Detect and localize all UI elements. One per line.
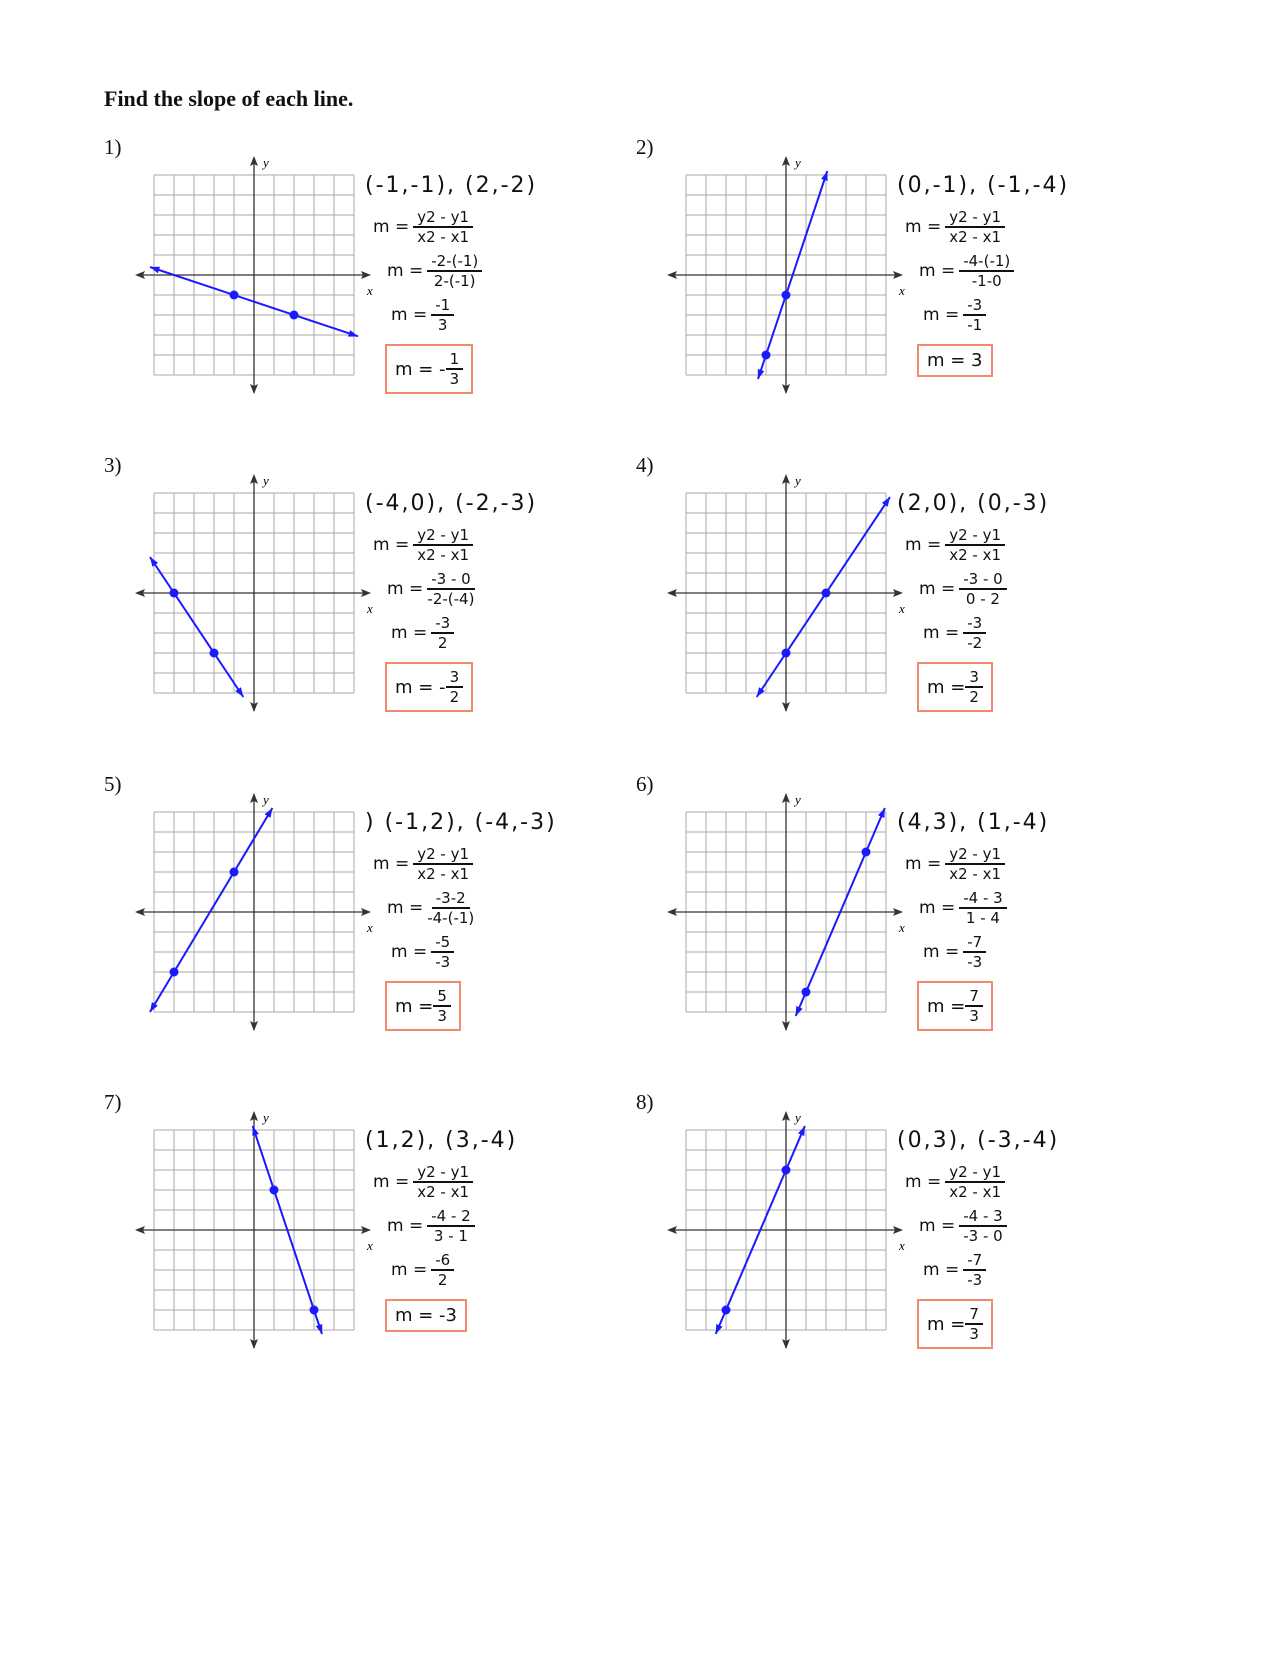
denominator: 3 bbox=[449, 370, 460, 388]
given-points: (4,3), (1,-4) bbox=[897, 810, 1050, 835]
plotted-point bbox=[762, 351, 771, 360]
coordinate-graph bbox=[665, 1110, 905, 1350]
numerator: y2 - y1 bbox=[945, 526, 1005, 546]
simplified bbox=[923, 296, 1069, 334]
numerator: -3 bbox=[963, 614, 986, 634]
simplified bbox=[923, 933, 1049, 971]
y-axis-label: y bbox=[263, 473, 269, 488]
handwritten-work bbox=[897, 491, 1049, 712]
handwritten-work bbox=[365, 810, 557, 1031]
m-label: m = bbox=[905, 217, 942, 237]
slope-formula bbox=[373, 1163, 517, 1201]
fraction bbox=[433, 987, 451, 1025]
denominator: x2 - x1 bbox=[949, 865, 1002, 883]
fraction bbox=[431, 614, 454, 652]
denominator: x2 - x1 bbox=[949, 1183, 1002, 1201]
denominator: 3 bbox=[969, 1007, 979, 1025]
plotted-point bbox=[270, 1186, 279, 1195]
line-arrow-icon bbox=[252, 1126, 259, 1136]
line-arrow-icon bbox=[150, 267, 160, 274]
m-label: m = bbox=[395, 995, 434, 1017]
denominator: 3 bbox=[437, 1007, 447, 1025]
fraction bbox=[959, 889, 1006, 927]
m-label: m = bbox=[923, 623, 960, 643]
denominator: -2-(-4) bbox=[427, 590, 475, 608]
simplified bbox=[923, 1251, 1059, 1289]
answer-box bbox=[385, 662, 473, 712]
denominator: 2 bbox=[449, 688, 460, 706]
answer-box bbox=[917, 662, 993, 712]
numerator: -3 bbox=[431, 614, 454, 634]
handwritten-work bbox=[897, 810, 1049, 1031]
x-axis-label: x bbox=[899, 283, 905, 298]
plotted-point bbox=[782, 291, 791, 300]
given-points: (-4,0), (-2,-3) bbox=[365, 491, 538, 516]
problem-4 bbox=[532, 453, 1064, 771]
fraction bbox=[427, 1207, 474, 1245]
m-label: m = bbox=[373, 854, 410, 874]
numerator: -5 bbox=[431, 933, 454, 953]
problem-number: 7) bbox=[104, 1090, 122, 1114]
fraction bbox=[963, 614, 986, 652]
fraction bbox=[945, 845, 1005, 883]
numerator: -6 bbox=[431, 1251, 454, 1271]
denominator: 3 bbox=[969, 1325, 979, 1343]
numerator: -3-2 bbox=[432, 889, 470, 909]
plotted-point bbox=[310, 1306, 319, 1315]
line-arrow-icon bbox=[716, 1324, 723, 1334]
plotted-point bbox=[170, 968, 179, 977]
problem-2 bbox=[532, 135, 1070, 453]
denominator: 3 - 1 bbox=[433, 1227, 468, 1245]
plotted-point bbox=[862, 848, 871, 857]
slope-formula bbox=[905, 1163, 1059, 1201]
fraction bbox=[959, 1207, 1006, 1245]
numerator: -3 - 0 bbox=[427, 570, 474, 590]
m-label: m = bbox=[373, 1172, 410, 1192]
problem-number: 8) bbox=[636, 1090, 654, 1114]
substitution bbox=[387, 570, 537, 608]
denominator: x2 - x1 bbox=[949, 546, 1002, 564]
m-label: m = bbox=[391, 305, 428, 325]
coordinate-graph bbox=[665, 473, 905, 713]
fraction bbox=[945, 1163, 1005, 1201]
given-points: (-1,-1), (2,-2) bbox=[365, 173, 538, 198]
plotted-point bbox=[230, 291, 239, 300]
line-arrow-icon bbox=[757, 687, 765, 697]
fraction bbox=[965, 668, 983, 706]
m-label: m = bbox=[391, 1260, 428, 1280]
fraction bbox=[959, 252, 1014, 290]
line-arrow-icon bbox=[878, 808, 885, 818]
fraction bbox=[427, 570, 474, 608]
handwritten-work bbox=[897, 173, 1069, 377]
plotted-point bbox=[782, 649, 791, 658]
denominator: x2 - x1 bbox=[417, 865, 470, 883]
numerator: 7 bbox=[965, 987, 983, 1007]
fraction bbox=[431, 1251, 454, 1289]
y-axis-label: y bbox=[795, 473, 801, 488]
denominator: -1 bbox=[967, 316, 983, 334]
line-arrow-icon bbox=[796, 1006, 803, 1016]
m-label: m = bbox=[923, 305, 960, 325]
plotted-point bbox=[170, 589, 179, 598]
coordinate-graph bbox=[133, 792, 373, 1032]
denominator: x2 - x1 bbox=[417, 546, 470, 564]
simplified bbox=[391, 296, 537, 334]
y-axis-label: y bbox=[263, 155, 269, 170]
denominator: x2 - x1 bbox=[417, 1183, 470, 1201]
numerator: y2 - y1 bbox=[413, 208, 473, 228]
problem-number: 3) bbox=[104, 453, 122, 477]
numerator: -4 - 2 bbox=[427, 1207, 474, 1227]
plotted-point bbox=[210, 649, 219, 658]
m-label: m = 3 bbox=[927, 350, 983, 371]
m-label: m = bbox=[387, 898, 424, 918]
numerator: -2-(-1) bbox=[427, 252, 482, 272]
fraction bbox=[427, 252, 482, 290]
m-label: m = bbox=[387, 261, 424, 281]
fraction bbox=[413, 1163, 473, 1201]
fraction bbox=[413, 526, 473, 564]
answer-box bbox=[385, 1299, 467, 1332]
problem-7 bbox=[0, 1090, 532, 1408]
handwritten-work bbox=[365, 173, 537, 394]
problem-1 bbox=[0, 135, 538, 453]
numerator: 3 bbox=[446, 668, 464, 688]
numerator: y2 - y1 bbox=[413, 1163, 473, 1183]
x-axis-label: x bbox=[367, 601, 373, 616]
denominator: -3 - 0 bbox=[963, 1227, 1003, 1245]
fraction bbox=[965, 1305, 983, 1343]
numerator: -4 - 3 bbox=[959, 1207, 1006, 1227]
problem-number: 2) bbox=[636, 135, 654, 159]
m-label: m = bbox=[919, 898, 956, 918]
m-label: m = bbox=[905, 854, 942, 874]
plotted-point bbox=[782, 1166, 791, 1175]
plotted-point bbox=[802, 988, 811, 997]
numerator: y2 - y1 bbox=[413, 526, 473, 546]
numerator: -1 bbox=[431, 296, 454, 316]
given-points: (1,2), (3,-4) bbox=[365, 1128, 518, 1153]
fraction bbox=[963, 296, 986, 334]
numerator: 7 bbox=[965, 1305, 983, 1325]
plotted-point bbox=[230, 868, 239, 877]
numerator: -3 bbox=[963, 296, 986, 316]
problem-number: 6) bbox=[636, 772, 654, 796]
m-label: m = bbox=[927, 995, 966, 1017]
fraction bbox=[413, 208, 473, 246]
coordinate-graph bbox=[665, 155, 905, 395]
line-arrow-icon bbox=[265, 808, 273, 818]
worksheet-title: Find the slope of each line. bbox=[104, 86, 354, 111]
m-label: m = bbox=[387, 1216, 424, 1236]
substitution bbox=[387, 1207, 517, 1245]
problem-8 bbox=[532, 1090, 1064, 1408]
denominator: 2 bbox=[437, 1271, 448, 1289]
slope-formula bbox=[373, 845, 557, 883]
numerator: 1 bbox=[446, 350, 464, 370]
problem-number: 5) bbox=[104, 772, 122, 796]
numerator: -3 - 0 bbox=[959, 570, 1006, 590]
line-arrow-icon bbox=[235, 687, 243, 697]
x-axis-label: x bbox=[367, 920, 373, 935]
y-axis-label: y bbox=[263, 792, 269, 807]
numerator: y2 - y1 bbox=[945, 1163, 1005, 1183]
plotted-line bbox=[150, 557, 243, 697]
answer-box bbox=[385, 344, 473, 394]
answer-box bbox=[917, 1299, 993, 1349]
x-axis-label: x bbox=[899, 1238, 905, 1253]
problem-5 bbox=[0, 772, 557, 1090]
line-arrow-icon bbox=[316, 1324, 323, 1334]
m-label: m = bbox=[919, 579, 956, 599]
m-label: m = bbox=[927, 1313, 966, 1335]
plotted-point bbox=[822, 589, 831, 598]
m-label: m = bbox=[391, 942, 428, 962]
given-points: (0,3), (-3,-4) bbox=[897, 1128, 1060, 1153]
slope-formula bbox=[905, 526, 1049, 564]
slope-formula bbox=[373, 208, 537, 246]
answer-box bbox=[917, 344, 993, 377]
slope-formula bbox=[373, 526, 537, 564]
problem-6 bbox=[532, 772, 1064, 1090]
given-points: (2,0), (0,-3) bbox=[897, 491, 1050, 516]
problem-number: 4) bbox=[636, 453, 654, 477]
plotted-point bbox=[722, 1306, 731, 1315]
fraction bbox=[963, 933, 986, 971]
line-arrow-icon bbox=[348, 330, 358, 337]
line-arrow-icon bbox=[758, 369, 765, 379]
numerator: y2 - y1 bbox=[945, 208, 1005, 228]
fraction bbox=[965, 987, 983, 1025]
line-arrow-icon bbox=[798, 1126, 805, 1136]
numerator: -7 bbox=[963, 1251, 986, 1271]
coordinate-graph bbox=[665, 792, 905, 1032]
denominator: -2 bbox=[967, 634, 983, 652]
coordinate-graph bbox=[133, 473, 373, 713]
m-label: m = bbox=[923, 1260, 960, 1280]
denominator: -1-0 bbox=[971, 272, 1002, 290]
coordinate-graph bbox=[133, 155, 373, 395]
numerator: -7 bbox=[963, 933, 986, 953]
x-axis-label: x bbox=[367, 1238, 373, 1253]
m-label: m = bbox=[919, 261, 956, 281]
simplified bbox=[391, 614, 537, 652]
denominator: -4-(-1) bbox=[427, 909, 475, 927]
fraction bbox=[945, 208, 1005, 246]
problem-number: 1) bbox=[104, 135, 122, 159]
handwritten-work bbox=[365, 491, 537, 712]
fraction bbox=[431, 296, 454, 334]
y-axis-label: y bbox=[795, 792, 801, 807]
fraction bbox=[446, 668, 464, 706]
fraction bbox=[431, 933, 454, 971]
fraction bbox=[413, 845, 473, 883]
denominator: -3 bbox=[435, 953, 451, 971]
numerator: 3 bbox=[965, 668, 983, 688]
m-label: m = - bbox=[395, 358, 446, 380]
m-label: m = bbox=[905, 535, 942, 555]
substitution bbox=[919, 889, 1049, 927]
denominator: -3 bbox=[967, 953, 983, 971]
denominator: x2 - x1 bbox=[949, 228, 1002, 246]
substitution bbox=[387, 252, 537, 290]
m-label: m = bbox=[387, 579, 424, 599]
y-axis-label: y bbox=[795, 1110, 801, 1125]
m-label: m = bbox=[373, 217, 410, 237]
denominator: 1 - 4 bbox=[965, 909, 1000, 927]
slope-formula bbox=[905, 208, 1069, 246]
numerator: -4-(-1) bbox=[959, 252, 1014, 272]
substitution bbox=[919, 1207, 1059, 1245]
answer-box bbox=[385, 981, 461, 1031]
denominator: 0 - 2 bbox=[965, 590, 1000, 608]
y-axis-label: y bbox=[263, 1110, 269, 1125]
simplified bbox=[391, 1251, 517, 1289]
simplified bbox=[923, 614, 1049, 652]
m-label: m = bbox=[927, 676, 966, 698]
denominator: 2-(-1) bbox=[433, 272, 476, 290]
line-arrow-icon bbox=[821, 171, 828, 181]
numerator: y2 - y1 bbox=[945, 845, 1005, 865]
m-label: m = bbox=[919, 1216, 956, 1236]
denominator: x2 - x1 bbox=[417, 228, 470, 246]
m-label: m = bbox=[391, 623, 428, 643]
x-axis-label: x bbox=[899, 920, 905, 935]
handwritten-work bbox=[365, 1128, 517, 1332]
m-label: m = - bbox=[395, 676, 446, 698]
y-axis-label: y bbox=[795, 155, 801, 170]
denominator: 2 bbox=[969, 688, 979, 706]
x-axis-label: x bbox=[367, 283, 373, 298]
numerator: y2 - y1 bbox=[413, 845, 473, 865]
coordinate-graph bbox=[133, 1110, 373, 1350]
fraction bbox=[959, 570, 1006, 608]
x-axis-label: x bbox=[899, 601, 905, 616]
m-label: m = bbox=[923, 942, 960, 962]
denominator: 3 bbox=[437, 316, 448, 334]
handwritten-work bbox=[897, 1128, 1059, 1349]
denominator: -3 bbox=[967, 1271, 983, 1289]
problem-3 bbox=[0, 453, 538, 771]
substitution bbox=[919, 252, 1069, 290]
m-label: m = bbox=[373, 535, 410, 555]
given-points: (0,-1), (-1,-4) bbox=[897, 173, 1070, 198]
m-label: m = bbox=[905, 1172, 942, 1192]
fraction bbox=[945, 526, 1005, 564]
numerator: -4 - 3 bbox=[959, 889, 1006, 909]
numerator: 5 bbox=[433, 987, 451, 1007]
fraction bbox=[963, 1251, 986, 1289]
substitution bbox=[919, 570, 1049, 608]
answer-box bbox=[917, 981, 993, 1031]
m-label: m = -3 bbox=[395, 1305, 458, 1326]
plotted-line bbox=[757, 497, 890, 697]
denominator: 2 bbox=[437, 634, 448, 652]
fraction bbox=[427, 889, 474, 927]
given-points: ) (-1,2), (-4,-3) bbox=[365, 810, 557, 835]
fraction bbox=[446, 350, 464, 388]
slope-formula bbox=[905, 845, 1049, 883]
plotted-point bbox=[290, 311, 299, 320]
